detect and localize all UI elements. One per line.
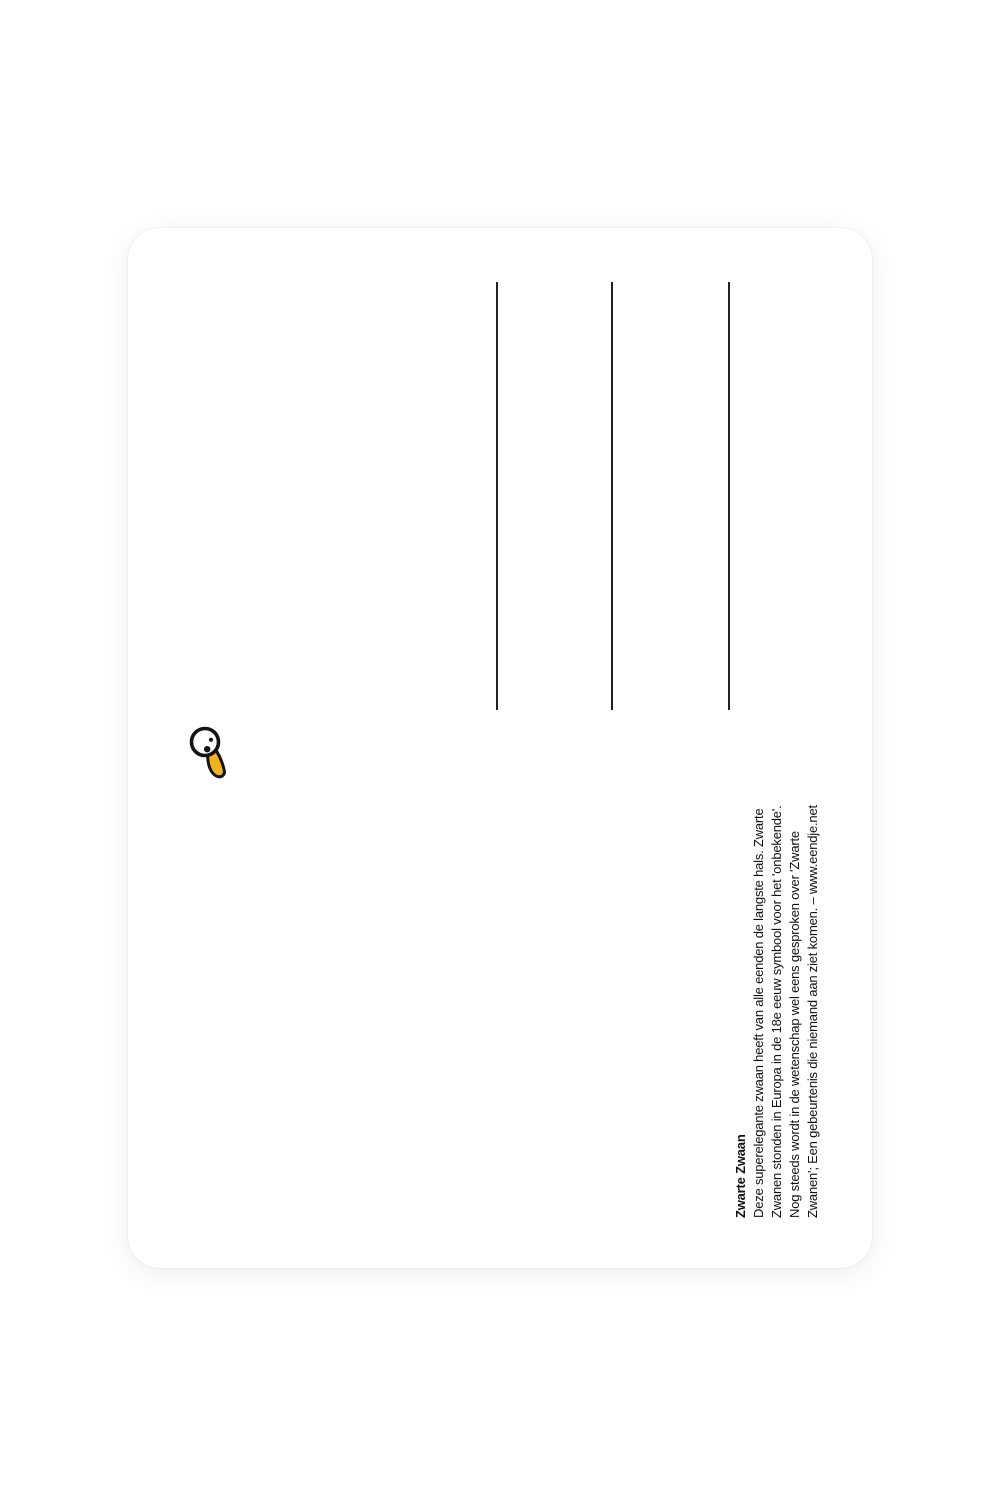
address-line (728, 282, 730, 710)
duck-eye-large (204, 746, 210, 752)
address-line (611, 282, 613, 710)
info-line: Nog steeds wordt in de wetenschap wel eens gesproken over 'Zwarte (787, 831, 802, 1218)
postcard-landscape-content (128, 228, 872, 1268)
info-line: Zwanen'; Een gebeurtenis die niemand aan ziet komen. – www.eendje.net (805, 805, 820, 1218)
info-line: Deze superelegante zwaan heeft van alle eenden de langste hals. Zwarte (751, 808, 766, 1218)
address-line (496, 282, 498, 710)
info-title: Zwarte Zwaan (733, 1134, 748, 1218)
duck-eye-small (209, 738, 213, 742)
info-line: Zwanen stonden in Europa in de 18e eeuw symbool voor het 'onbekende'. (769, 805, 784, 1218)
postcard-back (128, 228, 872, 1268)
duck-logo-icon (175, 712, 235, 782)
info-text-block (732, 778, 822, 1218)
